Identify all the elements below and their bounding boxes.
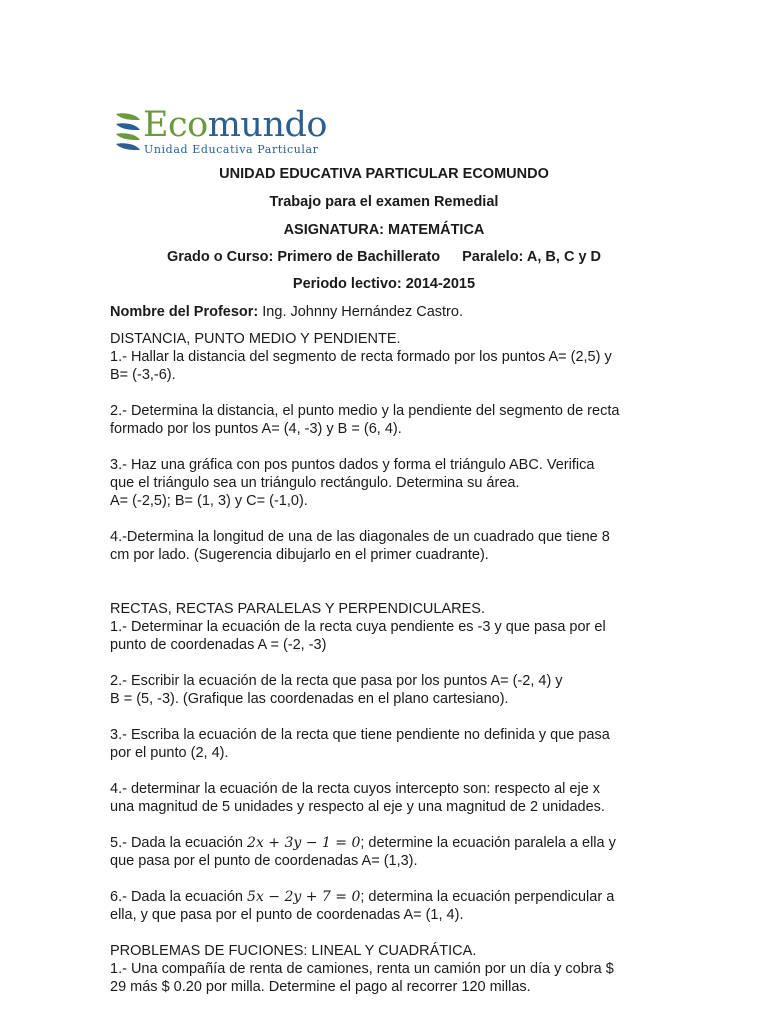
logo-wordmark-eco: Eco xyxy=(143,105,208,145)
question-line: una magnitud de 5 unidades y respecto al eje y una magnitud de 2 unidades. xyxy=(110,799,605,815)
exam-content xyxy=(110,330,670,996)
question-item xyxy=(110,456,670,510)
question-line: 4.-Determina la longitud de una de las diagonales de un cuadrado que tiene 8 xyxy=(110,529,610,545)
question-line: 2.- Determina la distancia, el punto medio y la pendiente del segmento de recta xyxy=(110,403,620,419)
grade-line xyxy=(0,249,768,265)
teacher-name: Ing. Johnny Hernández Castro. xyxy=(262,304,463,320)
question-item xyxy=(110,348,670,384)
question-line: por el punto (2, 4). xyxy=(110,745,229,761)
logo-wordmark xyxy=(143,105,327,145)
question-text: 5.- Dada la ecuación xyxy=(110,835,248,851)
question-line: B= (-3,-6). xyxy=(110,367,176,383)
section-title: DISTANCIA, PUNTO MEDIO Y PENDIENTE. xyxy=(110,331,401,347)
question-line xyxy=(110,888,670,906)
question-item xyxy=(110,888,670,924)
question-line: formado por los puntos A= (4, -3) y B = (6, 4). xyxy=(110,421,402,437)
question-line: 1.- Una compañía de renta de camiones, renta un camión por un día y cobra $ xyxy=(110,961,614,977)
question-item xyxy=(110,528,670,564)
logo-wordmark-mundo: mundo xyxy=(207,105,327,145)
question-line: A= (-2,5); B= (1, 3) y C= (-1,0). xyxy=(110,493,308,509)
question-item xyxy=(110,672,670,708)
section-title: PROBLEMAS DE FUCIONES: LINEAL Y CUADRÁTICA. xyxy=(110,943,477,959)
teacher-line xyxy=(110,304,463,320)
grade-text: Grado o Curso: Primero de Bachillerato xyxy=(166,249,441,265)
logo-tagline: Unidad Educativa Particular xyxy=(144,143,319,156)
question-line: B = (5, -3). (Grafique las coordenadas en el plano cartesiano). xyxy=(110,691,509,707)
equation: 2x + 3y − 1 = 0 xyxy=(247,835,361,851)
equation: 5x − 2y + 7 = 0 xyxy=(247,889,361,905)
school-name: UNIDAD EDUCATIVA PARTICULAR ECOMUNDO xyxy=(219,166,549,182)
question-item xyxy=(110,780,670,816)
ecomundo-leaf-icon xyxy=(114,112,142,154)
subject-line: ASIGNATURA: MATEMÁTICA xyxy=(283,222,485,238)
school-logo xyxy=(114,105,334,160)
question-item xyxy=(110,726,670,762)
question-line: punto de coordenadas A = (-2, -3) xyxy=(110,637,327,653)
period-line: Periodo lectivo: 2014-2015 xyxy=(292,276,476,292)
question-line: cm por lado. (Sugerencia dibujarlo en el primer cuadrante). xyxy=(110,547,489,563)
question-line: 29 más $ 0.20 por milla. Determine el pago al recorrer 120 millas. xyxy=(110,979,531,995)
question-line: que pasa por el punto de coordenadas A= (1,3). xyxy=(110,853,418,869)
question-line: ella, y que pasa por el punto de coordenadas A= (1, 4). xyxy=(110,907,464,923)
question-item xyxy=(110,834,670,870)
question-line xyxy=(110,834,670,852)
teacher-label: Nombre del Profesor: xyxy=(110,304,259,320)
question-line: 1.- Determinar la ecuación de la recta cuya pendiente es -3 y que pasa por el xyxy=(110,619,606,635)
question-line: 3.- Escriba la ecuación de la recta que tiene pendiente no definida y que pasa xyxy=(110,727,610,743)
question-item xyxy=(110,618,670,654)
question-text: 6.- Dada la ecuación xyxy=(110,889,248,905)
question-item xyxy=(110,402,670,438)
work-title: Trabajo para el examen Remedial xyxy=(269,194,499,210)
question-line: 2.- Escribir la ecuación de la recta que pasa por los puntos A= (-2, 4) y xyxy=(110,673,563,689)
question-line: 4.- determinar la ecuación de la recta cuyos intercepto son: respecto al eje x xyxy=(110,781,601,797)
question-line: 3.- Haz una gráfica con pos puntos dados y forma el triángulo ABC. Verifica xyxy=(110,457,595,473)
question-text: ; determina la ecuación perpendicular a xyxy=(360,889,615,905)
question-item xyxy=(110,960,670,996)
question-line: que el triángulo sea un triángulo rectángulo. Determina su área. xyxy=(110,475,520,491)
section-title: RECTAS, RECTAS PARALELAS Y PERPENDICULARES. xyxy=(110,601,485,617)
parallel-text: Paralelo: A, B, C y D xyxy=(462,249,602,265)
question-line: 1.- Hallar la distancia del segmento de recta formado por los puntos A= (2,5) y xyxy=(110,349,612,365)
question-text: ; determine la ecuación paralela a ella y xyxy=(360,835,616,851)
